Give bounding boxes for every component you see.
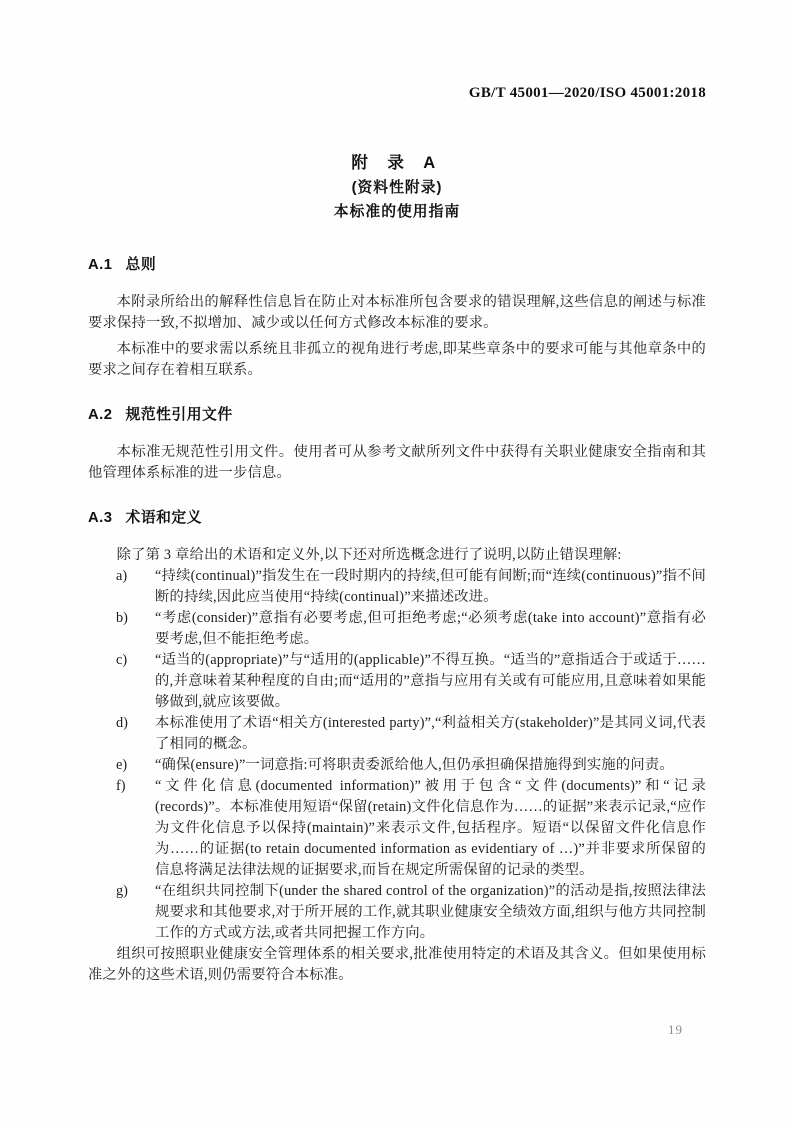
list-item-label: c)	[116, 652, 128, 668]
list-item	[88, 608, 706, 650]
paragraph: 本附录所给出的解释性信息旨在防止对本标准所包含要求的错误理解,这些信息的阐述与标准要求保持一致,不拟增加、减少或以任何方式修改本标准的要求。	[88, 294, 706, 331]
list-item-text: “确保(ensure)”一词意指:可将职责委派给他人,但仍承担确保措施得到实施的问责。	[155, 757, 674, 773]
section-a3-title: 术语和定义	[125, 510, 203, 526]
list-item	[88, 650, 706, 713]
section-a2	[88, 405, 706, 484]
list-item-label: e)	[116, 757, 128, 773]
section-a2-number: A.2	[88, 407, 113, 423]
list-item	[88, 881, 706, 944]
running-header	[88, 0, 706, 102]
list-item-text: “在组织共同控制下(under the shared control of the organization)”的活动是指,按照法律法规要求和其他要求,对于所开展的工作,就其职业健康安全绩效方面,组织与他方共同控制工作的方式或方法,或者共同把握工作方向。	[155, 883, 706, 941]
list-item-text: 本标准使用了术语“相关方(interested party)”,“利益相关方(stakeholder)”是其同义词,代表了相同的概念。	[155, 715, 706, 752]
list-item	[88, 566, 706, 608]
list-item-label: b)	[116, 610, 128, 626]
list-item	[88, 776, 706, 881]
annex-subject: 本标准的使用指南	[333, 204, 461, 220]
paragraph: 组织可按照职业健康安全管理体系的相关要求,批准使用特定的术语及其含义。但如果使用标准之外的这些术语,则仍需要符合本标准。	[88, 946, 706, 983]
section-a3	[88, 508, 706, 986]
page-content	[88, 0, 706, 986]
section-a1	[88, 255, 706, 381]
annex-type-note: (资料性附录)	[351, 180, 443, 196]
paragraph: 除了第 3 章给出的术语和定义外,以下还对所选概念进行了说明,以防止错误理解:	[116, 547, 622, 563]
list-item	[88, 755, 706, 776]
section-a2-title: 规范性引用文件	[125, 407, 233, 423]
list-item-text: “考虑(consider)”意指有必要考虑,但可拒绝考虑;“必须考虑(take into account)”意指有必要考虑,但不能拒绝考虑。	[155, 610, 706, 647]
standard-number: GB/T 45001—2020/ISO 45001:2018	[468, 85, 706, 101]
list-item-label: d)	[116, 715, 128, 731]
list-item-text: “文件化信息(documented information)”被用于包含“文件(documents)”和“记录(records)”。本标准使用短语“保留(retain)文件化信息作为……的证据”来表示记录,“应作为文件化信息予以保持(maintain)”来表示文件,包括程序。短语“以保留文件化信息作为……的证据(to retain documented information as evidentiary of …)”并非要求所保留的信息将满足法律法规的证据要求,而旨在规定所需保留的记录的类型。	[155, 778, 706, 878]
list-item	[88, 713, 706, 755]
page-number: 19	[668, 1022, 683, 1037]
list-item-text: “持续(continual)”指发生在一段时期内的持续,但可能有间断;而“连续(continuous)”指不间断的持续,因此应当使用“持续(continual)”来描述改进。	[155, 568, 706, 605]
list-item-text: “适当的(appropriate)”与“适用的(applicable)”不得互换。“适当的”意指适合于或适于……的,并意味着某种程度的自由;而“适用的”意指与应用有关或有可能应用,且意味着如果能够做到,就应该要做。	[155, 652, 706, 710]
section-a3-heading	[88, 508, 706, 528]
annex-heading: 附 录 A	[351, 154, 443, 172]
paragraph: 本标准中的要求需以系统且非孤立的视角进行考虑,即某些章条中的要求可能与其他章条中的要求之间存在着相互联系。	[88, 341, 706, 378]
section-a1-title: 总则	[125, 257, 157, 273]
annex-title-block	[88, 152, 706, 222]
section-a1-number: A.1	[88, 257, 113, 273]
paragraph: 本标准无规范性引用文件。使用者可从参考文献所列文件中获得有关职业健康安全指南和其他管理体系标准的进一步信息。	[88, 444, 706, 481]
list-item-label: a)	[116, 568, 128, 584]
list-item-label: g)	[116, 883, 128, 899]
section-a3-number: A.3	[88, 510, 113, 526]
section-a2-heading	[88, 405, 706, 425]
section-a1-heading	[88, 255, 706, 275]
list-item-label: f)	[116, 778, 126, 794]
term-definition-list	[88, 566, 706, 944]
